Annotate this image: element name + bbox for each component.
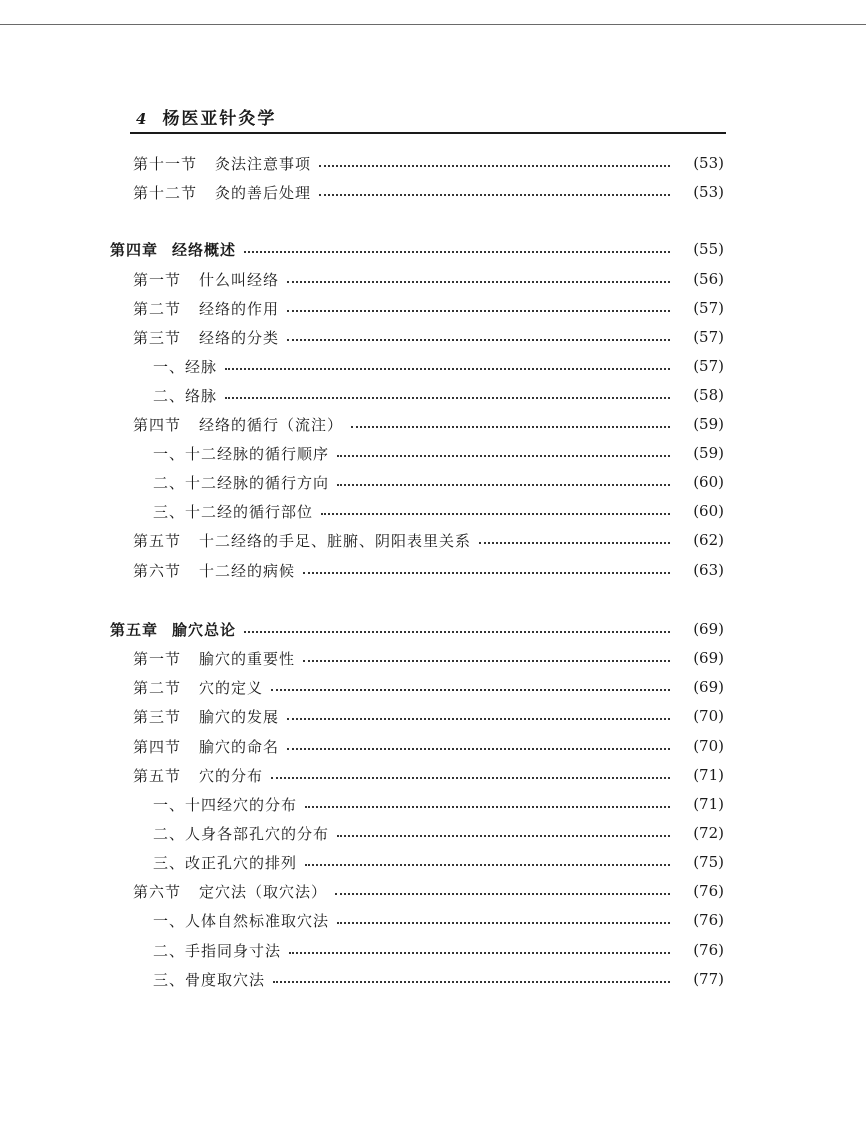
dot-leader: [289, 952, 670, 954]
dot-leader: [319, 165, 670, 167]
toc-chapter-entry: [110, 616, 724, 642]
toc-entry-title: 腧穴总论: [172, 620, 237, 639]
dot-leader: [305, 806, 670, 808]
toc-entry-title: 一、人体自然标准取穴法: [153, 911, 330, 930]
toc-entry-page: (57): [693, 299, 724, 317]
toc-entry-number: 第六节: [133, 882, 182, 901]
toc-item-entry: [153, 440, 724, 466]
toc-entry-title: 腧穴的发展: [199, 707, 280, 726]
toc-section-entry: [133, 266, 724, 292]
toc-item-entry: [153, 820, 724, 846]
toc-entry-label: [133, 881, 327, 902]
toc-section-entry: [133, 645, 724, 671]
toc-entry-page: (55): [693, 240, 724, 258]
dot-leader: [337, 455, 670, 457]
toc-entry-page: (69): [693, 678, 724, 696]
toc-entry-title: 十二经的病候: [199, 561, 296, 580]
toc-item-entry: [153, 353, 724, 379]
toc-section-entry: [133, 762, 724, 788]
toc-entry-page: (75): [693, 853, 724, 871]
toc-entry-number: 第五节: [133, 531, 182, 550]
toc-entry-page: (53): [693, 183, 724, 201]
toc-entry-page: (71): [693, 766, 724, 784]
toc-entry-page: (53): [693, 154, 724, 172]
toc-entry-title: 二、手指同身寸法: [153, 941, 282, 960]
toc-entry-page: (62): [693, 531, 724, 549]
toc-entry-title: 经络的作用: [199, 299, 280, 318]
page-number: 4: [136, 110, 147, 128]
toc-entry-label: [153, 910, 329, 931]
toc-entry-number: 第六节: [133, 561, 182, 580]
toc-entry-title: 穴的定义: [199, 678, 264, 697]
toc-item-entry: [153, 382, 724, 408]
toc-entry-label: [153, 501, 313, 522]
toc-entry-label: [153, 385, 217, 406]
toc-item-entry: [153, 498, 724, 524]
toc-entry-page: (76): [693, 941, 724, 959]
toc-entry-label: [133, 298, 279, 319]
toc-entry-label: [133, 706, 279, 727]
toc-item-entry: [153, 791, 724, 817]
toc-item-entry: [153, 469, 724, 495]
dot-leader: [225, 397, 670, 399]
toc-entry-page: (57): [693, 328, 724, 346]
toc-entry-number: 第三节: [133, 707, 182, 726]
dot-leader: [271, 689, 670, 691]
toc-entry-title: 一、十二经脉的循行顺序: [153, 444, 330, 463]
toc-entry-title: 灸的善后处理: [215, 183, 312, 202]
toc-entry-number: 第三节: [133, 328, 182, 347]
toc-section-entry: [133, 557, 724, 583]
dot-leader: [351, 426, 670, 428]
toc-entry-number: 第四章: [110, 240, 159, 259]
toc-entry-number: 第十二节: [133, 183, 198, 202]
dot-leader: [287, 281, 670, 283]
toc-entry-title: 定穴法（取穴法）: [199, 882, 328, 901]
toc-section-entry: [133, 878, 724, 904]
toc-item-entry: [153, 907, 724, 933]
toc-entry-label: [153, 472, 329, 493]
dot-leader: [335, 893, 670, 895]
toc-section-entry: [133, 674, 724, 700]
toc-entry-title: 二、人身各部孔穴的分布: [153, 824, 330, 843]
toc-entry-title: 灸法注意事项: [215, 154, 312, 173]
dot-leader: [319, 194, 670, 196]
toc-section-entry: [133, 324, 724, 350]
dot-leader: [337, 922, 670, 924]
toc-entry-number: 第五节: [133, 766, 182, 785]
toc-entry-number: 第四节: [133, 415, 182, 434]
dot-leader: [273, 981, 670, 983]
toc-entry-page: (58): [693, 386, 724, 404]
toc-section-entry: [133, 150, 724, 176]
toc-section-entry: [133, 179, 724, 205]
toc-entry-page: (76): [693, 911, 724, 929]
toc-entry-number: 第四节: [133, 737, 182, 756]
toc-entry-number: 第二节: [133, 678, 182, 697]
toc-entry-page: (72): [693, 824, 724, 842]
toc-entry-page: (59): [693, 444, 724, 462]
toc-entry-number: 第二节: [133, 299, 182, 318]
toc-entry-label: [133, 677, 263, 698]
toc-entry-page: (63): [693, 561, 724, 579]
toc-entry-page: (70): [693, 707, 724, 725]
toc-entry-label: [133, 736, 279, 757]
toc-entry-page: (60): [693, 473, 724, 491]
dot-leader: [287, 339, 670, 341]
toc-entry-label: [153, 356, 217, 377]
toc-entry-label: [133, 530, 471, 551]
toc-entry-title: 腧穴的重要性: [199, 649, 296, 668]
toc-entry-number: 第五章: [110, 620, 159, 639]
toc-entry-label: [133, 269, 279, 290]
toc-entry-label: [133, 327, 279, 348]
dot-leader: [244, 631, 670, 633]
toc-entry-label: [153, 794, 297, 815]
toc-entry-label: [133, 182, 311, 203]
dot-leader: [287, 718, 670, 720]
toc-item-entry: [153, 849, 724, 875]
book-title: 杨医亚针灸学: [162, 109, 277, 129]
dot-leader: [303, 572, 670, 574]
toc-item-entry: [153, 937, 724, 963]
toc-entry-title: 穴的分布: [199, 766, 264, 785]
toc-entry-label: [153, 969, 265, 990]
toc-entry-page: (76): [693, 882, 724, 900]
dot-leader: [321, 513, 670, 515]
dot-leader: [479, 542, 670, 544]
dot-leader: [337, 835, 670, 837]
toc-section-entry: [133, 527, 724, 553]
toc-entry-label: [133, 765, 263, 786]
dot-leader: [337, 484, 670, 486]
toc-entry-title: 一、经脉: [153, 357, 218, 376]
toc-chapter-entry: [110, 236, 724, 262]
toc-entry-label: [133, 414, 343, 435]
dot-leader: [287, 748, 670, 750]
dot-leader: [303, 660, 670, 662]
toc-entry-title: 一、十四经穴的分布: [153, 795, 298, 814]
toc-entry-title: 什么叫经络: [199, 270, 280, 289]
toc-entry-page: (57): [693, 357, 724, 375]
dot-leader: [305, 864, 670, 866]
toc-entry-page: (71): [693, 795, 724, 813]
dot-leader: [287, 310, 670, 312]
toc-entry-page: (59): [693, 415, 724, 433]
toc-entry-title: 二、络脉: [153, 386, 218, 405]
toc-entry-title: 经络的分类: [199, 328, 280, 347]
toc-entry-page: (70): [693, 737, 724, 755]
toc-entry-label: [110, 619, 236, 640]
toc-entry-title: 十二经络的手足、脏腑、阴阳表里关系: [199, 531, 472, 550]
toc-entry-number: 第一节: [133, 649, 182, 668]
toc-entry-title: 二、十二经脉的循行方向: [153, 473, 330, 492]
toc-section-entry: [133, 733, 724, 759]
toc-entry-title: 经络概述: [172, 240, 237, 259]
toc-entry-page: (60): [693, 502, 724, 520]
dot-leader: [244, 251, 670, 253]
toc-entry-page: (56): [693, 270, 724, 288]
toc-entry-page: (69): [693, 620, 724, 638]
toc-entry-number: 第十一节: [133, 154, 198, 173]
toc-entry-title: 经络的循行（流注）: [199, 415, 344, 434]
toc-entry-title: 三、骨度取穴法: [153, 970, 266, 989]
dot-leader: [225, 368, 670, 370]
toc-entry-label: [133, 648, 295, 669]
toc-entry-page: (69): [693, 649, 724, 667]
toc-entry-label: [153, 443, 329, 464]
toc-section-entry: [133, 295, 724, 321]
toc-entry-title: 腧穴的命名: [199, 737, 280, 756]
toc-entry-number: 第一节: [133, 270, 182, 289]
toc-entry-label: [133, 560, 295, 581]
toc-entry-label: [133, 153, 311, 174]
toc-entry-label: [153, 852, 297, 873]
toc-entry-page: (77): [693, 970, 724, 988]
toc-entry-label: [110, 239, 236, 260]
toc-entry-label: [153, 940, 281, 961]
toc-section-entry: [133, 703, 724, 729]
toc-item-entry: [153, 966, 724, 992]
toc-entry-label: [153, 823, 329, 844]
toc-section-entry: [133, 411, 724, 437]
dot-leader: [271, 777, 670, 779]
toc-entry-title: 三、改正孔穴的排列: [153, 853, 298, 872]
toc-entry-title: 三、十二经的循行部位: [153, 502, 314, 521]
